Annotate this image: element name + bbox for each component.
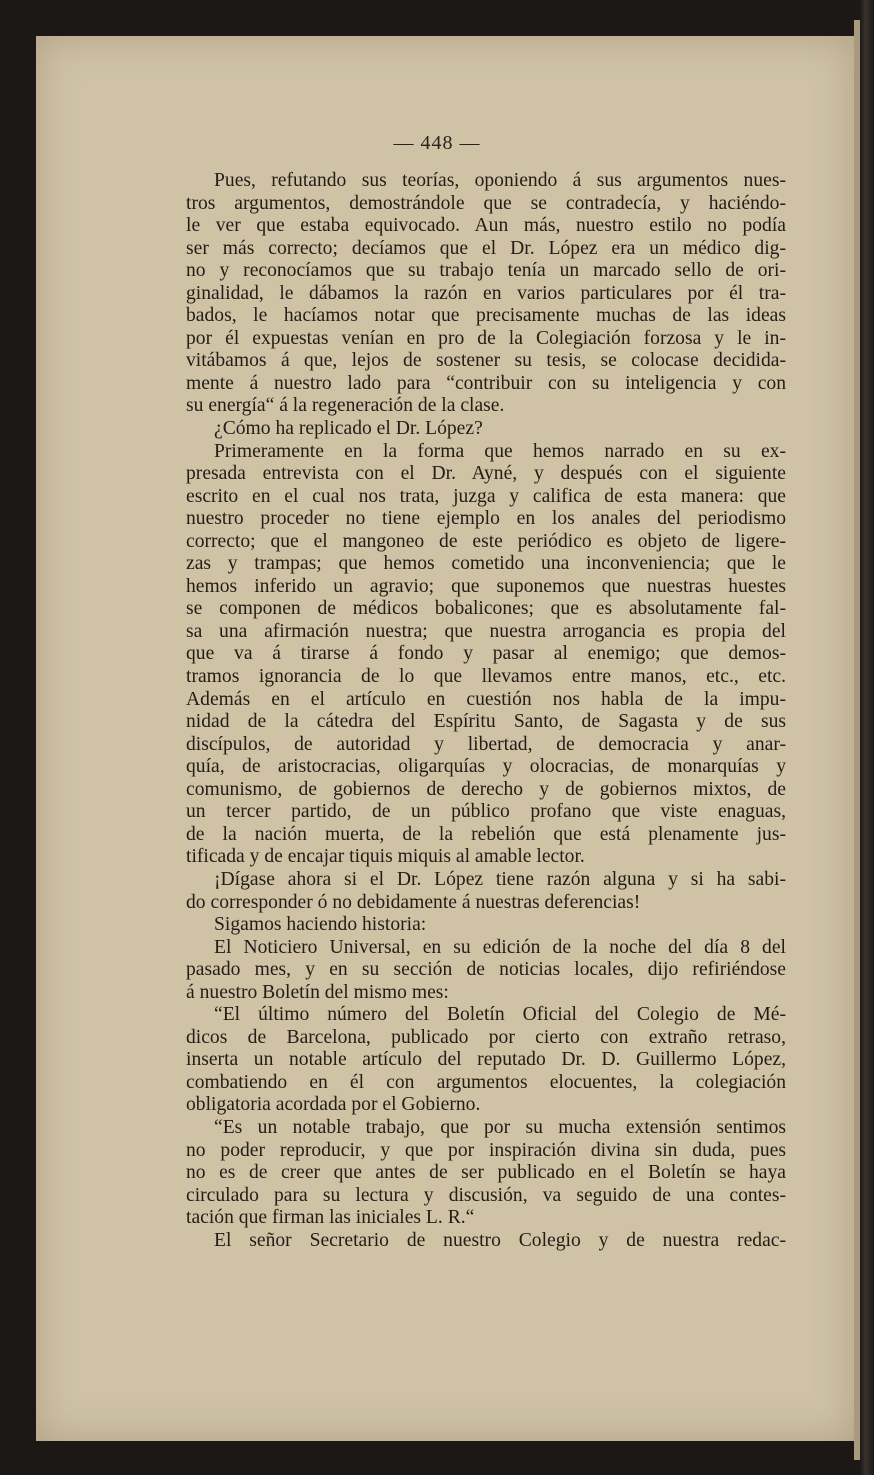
text-line: de la nación muerta, de la rebelión que está plenamente jus- xyxy=(186,823,786,845)
text-line: sa una afirmación nuestra; que nuestra arrogancia es propia del xyxy=(186,620,786,642)
text-line: no poder reproducir, y que por inspiración divina sin duda, pues xyxy=(186,1139,786,1161)
text-line: “El último número del Boletín Oficial del Colegio de Mé- xyxy=(214,1004,786,1026)
text-line: nidad de la cátedra del Espíritu Santo, de Sagasta y de sus xyxy=(186,711,786,733)
text-line: circulado para su lectura y discusión, va seguido de una contes- xyxy=(186,1184,786,1206)
text-line: Sigamos haciendo historia: xyxy=(214,914,427,936)
text-line: quía, de aristocracias, oligarquías y olocracias, de monarquías y xyxy=(186,756,786,778)
text-line: hemos inferido un agravio; que suponemos que nuestras huestes xyxy=(186,575,786,597)
text-line: ¡Dígase ahora si el Dr. López tiene razón alguna y si ha sabi- xyxy=(214,868,786,890)
text-line: presada entrevista con el Dr. Ayné, y después con el siguiente xyxy=(186,463,786,485)
text-line: vitábamos á que, lejos de sostener su tesis, se colocase decidida- xyxy=(186,350,786,372)
text-line: obligatoria acordada por el Gobierno. xyxy=(186,1094,481,1116)
text-line: por él expuestas venían en pro de la Colegiación forzosa y le in- xyxy=(186,327,786,349)
text-line: zas y trampas; que hemos cometido una inconveniencia; que le xyxy=(186,553,786,575)
text-line: tros argumentos, demostrándole que se contradecía, y haciéndo- xyxy=(186,192,786,214)
text-line: tramos ignorancia de lo que llevamos entre manos, etc., etc. xyxy=(186,666,786,688)
text-line: ¿Cómo ha replicado el Dr. López? xyxy=(214,418,483,440)
text-line: escrito en el cual nos trata, juzga y califica de esta manera: que xyxy=(186,485,786,507)
text-line: discípulos, de autoridad y libertad, de democracia y anar- xyxy=(186,733,786,755)
text-line: nuestro proceder no tiene ejemplo en los anales del periodismo xyxy=(186,508,786,530)
text-line: un tercer partido, de un público profano que viste enaguas, xyxy=(186,801,786,823)
body-text xyxy=(186,170,786,1252)
text-line: que va á tirarse á fondo y pasar al enemigo; que demos- xyxy=(186,643,786,665)
text-line: Pues, refutando sus teorías, oponiendo á sus argumentos nues- xyxy=(214,170,786,191)
text-line: El señor Secretario de nuestro Colegio y de nuestra redac- xyxy=(214,1229,786,1251)
text-line: su energía“ á la regeneración de la clase. xyxy=(186,395,505,417)
text-line: á nuestro Boletín del mismo mes: xyxy=(186,981,449,1003)
text-line: correcto; que el mangoneo de este periódico es objeto de ligere- xyxy=(186,530,786,552)
text-line: Primeramente en la forma que hemos narrado en su ex- xyxy=(214,440,786,462)
text-line: no es de creer que antes de ser publicado en el Boletín se haya xyxy=(186,1162,786,1184)
text-line: mente á nuestro lado para “contribuir con su inteligencia y con xyxy=(186,372,786,394)
text-line: inserta un notable artículo del reputado Dr. D. Guillermo López, xyxy=(186,1049,786,1071)
page-number: — 448 — xyxy=(393,132,481,154)
text-line: se componen de médicos bobalicones; que es absolutamente fal- xyxy=(186,598,786,620)
text-line: pasado mes, y en su sección de noticias locales, dijo refiriéndose xyxy=(186,959,786,981)
book-gutter xyxy=(860,0,874,1475)
text-line: tificada y de encajar tiquis miquis al amable lector. xyxy=(186,846,585,868)
text-line: Además en el artículo en cuestión nos habla de la impu- xyxy=(186,688,786,710)
text-line: El Noticiero Universal, en su edición de la noche del día 8 del xyxy=(214,936,786,958)
text-line: combatiendo en él con argumentos elocuentes, la colegiación xyxy=(186,1071,786,1093)
text-line: tación que firman las iniciales L. R.“ xyxy=(186,1207,475,1229)
text-line: comunismo, de gobiernos de derecho y de gobiernos mixtos, de xyxy=(186,778,786,800)
text-line: no y reconocíamos que su trabajo tenía un marcado sello de ori- xyxy=(186,260,786,282)
text-line: le ver que estaba equivocado. Aun más, nuestro estilo no podía xyxy=(186,215,786,237)
text-line: bados, le hacíamos notar que precisamente muchas de las ideas xyxy=(186,305,786,327)
text-line: dicos de Barcelona, publicado por cierto con extraño retraso, xyxy=(186,1026,786,1048)
text-line: ser más correcto; decíamos que el Dr. López era un médico dig- xyxy=(186,237,786,259)
text-line: “Es un notable trabajo, que por su mucha extensión sentimos xyxy=(214,1116,786,1138)
text-line: do corresponder ó no debidamente á nuestras deferencias! xyxy=(186,891,641,913)
text-line: ginalidad, le dábamos la razón en varios particulares por él tra- xyxy=(186,282,786,304)
